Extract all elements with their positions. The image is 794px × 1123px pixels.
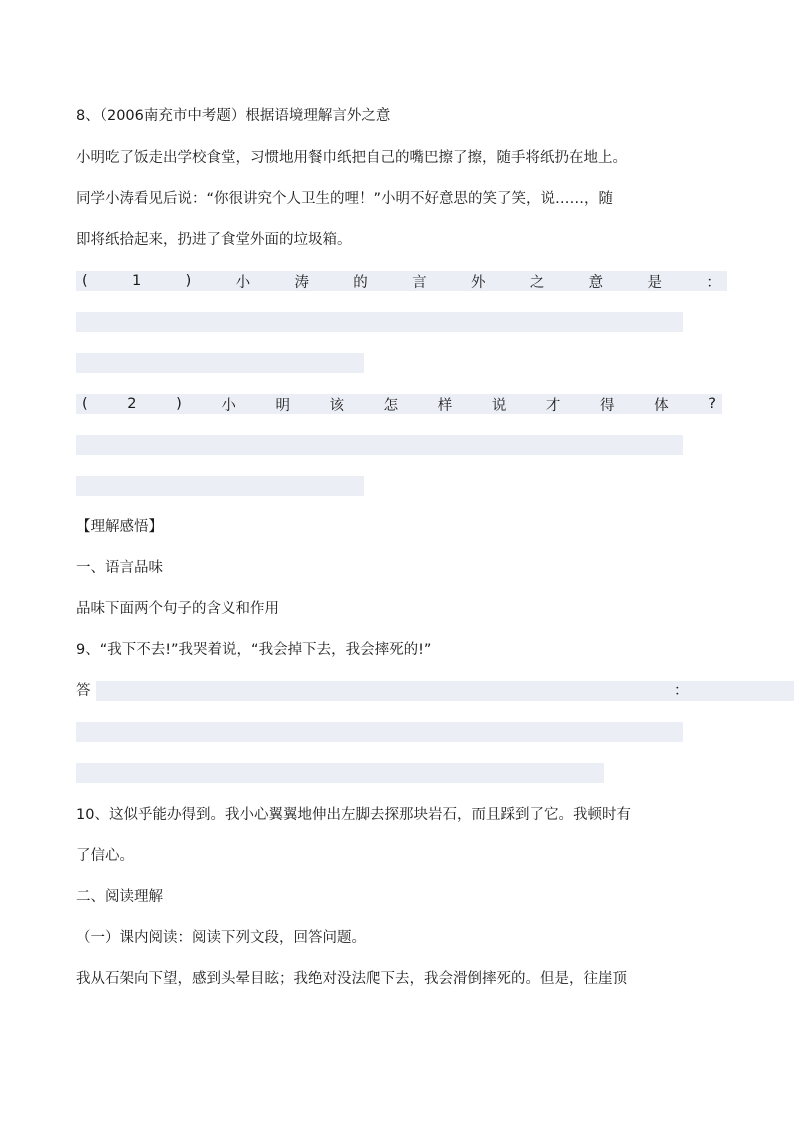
sub-question-1-char: 意 [588, 274, 604, 291]
answer-colon: ： [674, 683, 689, 699]
sub-question-1-char: 涛 [294, 274, 309, 291]
answer-blank-1a[interactable] [76, 312, 683, 332]
sub-question-2-char: 得 [600, 397, 615, 414]
sub-question-2-char: 体 [654, 397, 669, 414]
answer-blank-9c[interactable] [76, 763, 604, 783]
sub-question-2-char: ? [708, 396, 716, 412]
sub-question-1 [76, 271, 727, 291]
question-8-passage-line-2: 同学小涛看见后说：“你很讲究个人卫生的哩！”小明不好意思的笑了笑，说……，随 [76, 191, 614, 207]
sub-question-1-char: 1 [132, 273, 142, 289]
section-heading-understanding: 【理解感悟】 [76, 519, 163, 535]
sub-question-2-char: ) [176, 396, 182, 412]
answer-blank-9[interactable] [96, 681, 794, 701]
sub-question-2-char: 该 [329, 397, 345, 414]
question-9: 9、“我下不去!”我哭着说，“我会掉下去，我会摔死的!” [76, 642, 432, 658]
question-8-passage-line-3: 即将纸拾起来，扔进了食堂外面的垃圾箱。 [76, 232, 352, 248]
part-1-heading: 一、语言品味 [76, 560, 163, 576]
sub-question-2-char: ( [82, 396, 88, 412]
part-2-heading: 二、阅读理解 [76, 889, 163, 905]
part-1-instruction: 品味下面两个句子的含义和作用 [76, 601, 279, 617]
answer-label: 答 [76, 683, 91, 699]
answer-blank-1b[interactable] [76, 353, 364, 373]
question-9-answer-row [76, 681, 794, 701]
sub-question-2-char: 样 [437, 397, 453, 414]
question-8-title: 8、（2006南充市中考题）根据语境理解言外之意 [76, 108, 391, 124]
sub-question-2-char: 才 [545, 397, 561, 414]
sub-question-2-char: 明 [275, 397, 290, 414]
sub-question-2-char: 小 [221, 397, 236, 414]
sub-question-1-char: 之 [529, 274, 545, 291]
sub-question-1-char: 的 [353, 274, 368, 291]
question-10-line-2: 了信心。 [76, 848, 134, 864]
sub-question-1-char: ( [82, 273, 88, 289]
sub-question-1-char: 外 [470, 274, 486, 291]
part-2-subheading: （一）课内阅读：阅读下列文段，回答问题。 [76, 930, 366, 946]
question-10-line-1: 10、这似乎能办得到。我小心翼翼地伸出左脚去探那块岩石，而且踩到了它。我顿时有 [76, 807, 631, 823]
sub-question-2-char: 怎 [383, 397, 399, 414]
sub-question-1-char: ： [706, 274, 721, 291]
answer-blank-2a[interactable] [76, 435, 683, 455]
answer-blank-9b[interactable] [76, 722, 683, 742]
sub-question-1-char: ) [185, 273, 192, 289]
sub-question-2 [76, 394, 722, 414]
sub-question-1-char: 言 [412, 274, 427, 291]
sub-question-1-char: 是 [647, 274, 663, 291]
sub-question-2-char: 说 [491, 397, 507, 414]
reading-passage-line-1: 我从石架向下望，感到头晕目眩；我绝对没法爬下去，我会滑倒摔死的。但是，往崖顶 [76, 971, 627, 987]
sub-question-2-char: 2 [127, 396, 137, 412]
question-8-passage-line-1: 小明吃了饭走出学校食堂，习惯地用餐巾纸把自己的嘴巴擦了擦，随手将纸扔在地上。 [76, 150, 627, 166]
sub-question-1-char: 小 [235, 274, 251, 291]
answer-blank-2b[interactable] [76, 476, 364, 496]
